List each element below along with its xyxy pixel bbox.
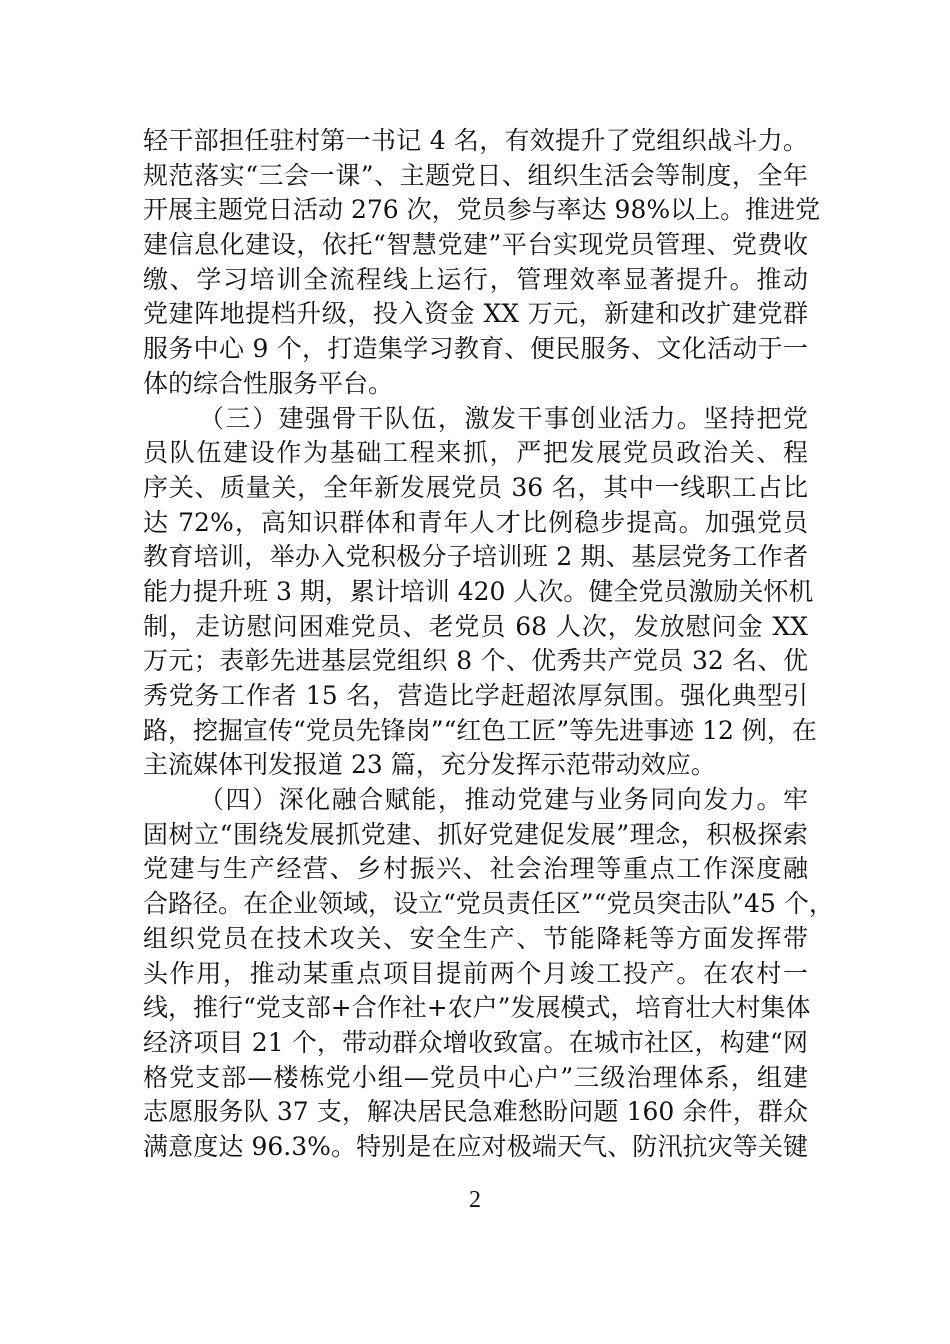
- text-line: 线，推行“党支部+合作社+农户”发展模式，培育壮大村集体: [143, 993, 811, 1023]
- text-line: 固树立“围绕发展抓党建、抓好党建促发展”理念，积极探索: [143, 819, 808, 849]
- paragraph-heading-line: （四）深化融合赋能，推动党建与业务同向发力。牢: [199, 785, 808, 815]
- text-line: 秀党务工作者 15 名，营造比学赶超浓厚氛围。强化典型引: [143, 681, 808, 710]
- text-line: 万元；表彰先进基层党组织 8 个、优秀共产党员 32 名、优: [143, 646, 808, 676]
- text-line: 体的综合性服务平台。: [143, 368, 394, 398]
- text-line: 满意度达 96.3%。特别是在应对极端天气、防汛抗灾等关键: [143, 1131, 808, 1161]
- text-line: 主流媒体刊发报道 23 篇，充分发挥示范带动效应。: [143, 750, 716, 780]
- text-line: 序关、质量关，全年新发展党员 36 名，其中一线职工占比: [143, 472, 808, 502]
- text-line: 党建与生产经营、乡村振兴、社会治理等重点工作深度融: [143, 854, 808, 884]
- paragraph-heading-line: （三）建强骨干队伍，激发干事创业活力。坚持把党: [199, 403, 808, 433]
- text-line: 建信息化建设，依托“智慧党建”平台实现党员管理、党费收: [143, 230, 808, 260]
- text-line: 达 72%，高知识群体和青年人才比例稳步提高。加强党员: [143, 507, 808, 537]
- text-line: 头作用，推动某重点项目提前两个月竣工投产。在农村一: [143, 958, 808, 988]
- text-line: 制，走访慰问困难党员、老党员 68 人次，发放慰问金 XX: [143, 611, 808, 641]
- text-line: 经济项目 21 个，带动群众增收致富。在城市社区，构建“网: [143, 1027, 808, 1057]
- page-number: 2: [469, 1187, 481, 1213]
- text-line: 开展主题党日活动 276 次，党员参与率达 98%以上。推进党: [143, 195, 821, 225]
- text-line: 服务中心 9 个，打造集学习教育、便民服务、文化活动于一: [143, 334, 808, 364]
- text-line: 志愿服务队 37 支，解决居民急难愁盼问题 160 余件，群众: [143, 1097, 808, 1127]
- text-line: 缴、学习培训全流程线上运行，管理效率显著提升。推动: [143, 264, 808, 294]
- text-line: 组织党员在技术攻关、安全生产、节能降耗等方面发挥带: [143, 923, 808, 953]
- text-line: 合路径。在企业领域，设立“党员责任区”“党员突击队”45 个，: [143, 889, 834, 919]
- text-line: 员队伍建设作为基础工程来抓，严把发展党员政治关、程: [143, 438, 808, 468]
- text-line: 格党支部—楼栋党小组—党员中心户”三级治理体系，组建: [143, 1062, 808, 1092]
- text-line: 轻干部担任驻村第一书记 4 名，有效提升了党组织战斗力。: [143, 126, 808, 155]
- text-line: 规范落实“三会一课”、主题党日、组织生活会等制度，全年: [143, 160, 808, 190]
- text-line: 党建阵地提档升级，投入资金 XX 万元，新建和改扩建党群: [143, 299, 808, 329]
- body-text: [143, 124, 834, 1165]
- text-line: 教育培训，举办入党积极分子培训班 2 期、基层党务工作者: [143, 542, 808, 572]
- text-line: 路，挖掘宣传“党员先锋岗”“红色工匠”等先进事迹 12 例，在: [143, 715, 817, 745]
- text-line: 能力提升班 3 期，累计培训 420 人次。健全党员激励关怀机: [143, 576, 814, 606]
